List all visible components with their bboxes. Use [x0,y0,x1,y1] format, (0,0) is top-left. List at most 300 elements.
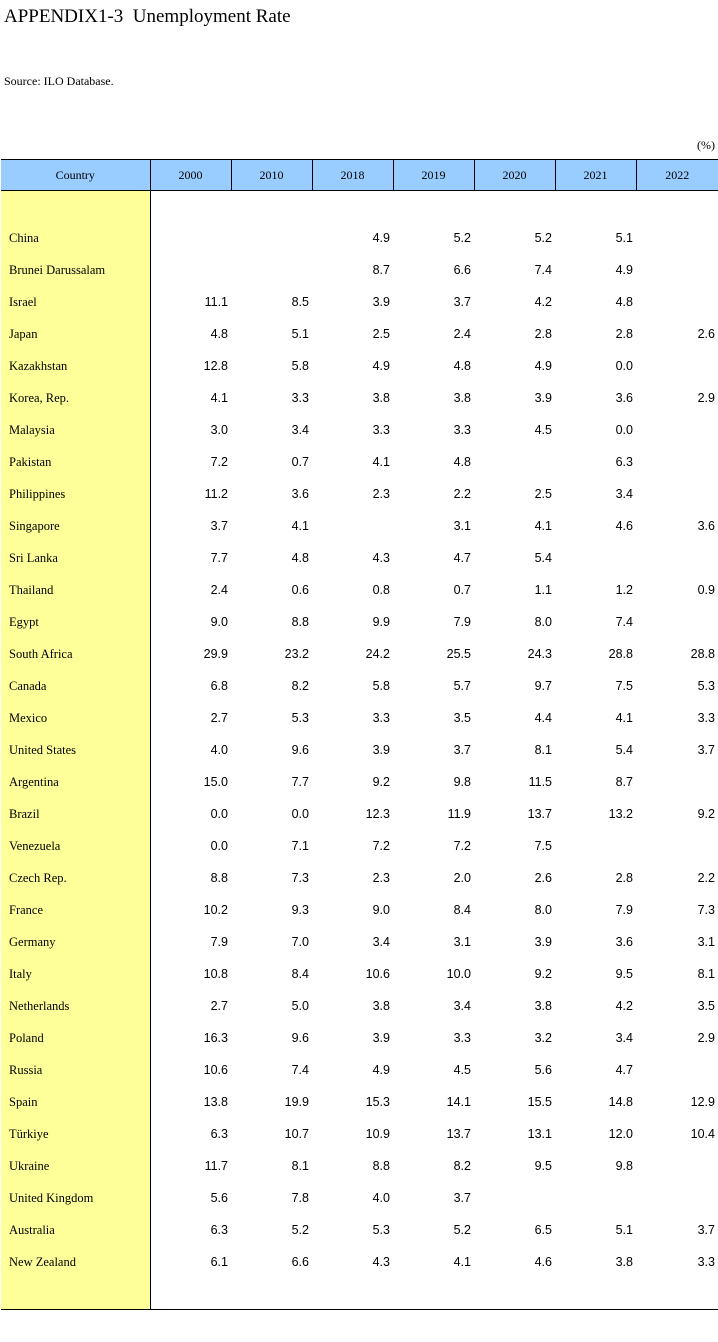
table-row [1,542,718,574]
country-name: Netherlands [1,990,150,1022]
country-name: United Kingdom [1,1182,150,1214]
rate-cell: 7.0 [291,935,309,949]
header-year: 2000 [150,160,231,191]
rate-cell: 3.7 [210,519,228,533]
country-name: Brazil [1,798,150,830]
rate-cell [636,254,718,286]
country-name: Thailand [1,574,150,606]
country-name: Sri Lanka [1,542,150,574]
country-name: France [1,894,150,926]
rate-cell: 8.2 [453,1159,471,1173]
rate-cell: 5.3 [291,711,309,725]
table-row [1,990,718,1022]
rate-cell: 3.8 [453,391,471,405]
country-name: Czech Rep. [1,862,150,894]
rate-cell: 3.5 [697,999,715,1013]
rate-cell: 8.8 [210,871,228,885]
table-row [1,670,718,702]
rate-cell: 4.9 [615,263,633,277]
rate-cell: 2.4 [453,327,471,341]
rate-cell: 11.9 [447,807,471,821]
rate-cell: 7.3 [697,903,715,917]
page-title: APPENDIX1-3 Unemployment Rate [4,6,291,27]
rate-cell [636,542,718,574]
rate-cell: 3.0 [210,423,228,437]
unemployment-table [1,159,718,1310]
rate-cell: 3.2 [534,1031,552,1045]
empty-cell [474,1278,555,1310]
rate-cell: 2.8 [615,871,633,885]
rate-cell [636,350,718,382]
rate-cell: 7.2 [453,839,471,853]
country-name: Germany [1,926,150,958]
country-name: Canada [1,670,150,702]
empty-cell [555,1278,636,1310]
rate-cell: 5.3 [697,679,715,693]
rate-cell: 12.3 [365,807,390,821]
header-row [1,160,718,191]
table-row [1,862,718,894]
country-cell-empty [1,191,150,223]
rate-cell: 11.5 [528,775,552,789]
rate-cell: 3.8 [372,999,390,1013]
country-name: China [1,222,150,254]
table-row [1,798,718,830]
rate-cell: 4.3 [372,551,390,565]
header-year: 2010 [231,160,312,191]
country-name: Brunei Darussalam [1,254,150,286]
rate-cell: 10.4 [690,1127,715,1141]
rate-cell: 13.1 [527,1127,552,1141]
rate-cell: 9.5 [534,1159,552,1173]
rate-cell: 2.0 [453,871,471,885]
rate-cell: 3.1 [453,935,471,949]
rate-cell: 8.0 [534,903,552,917]
rate-cell: 5.2 [534,231,552,245]
rate-cell: 4.1 [615,711,633,725]
country-name: Israel [1,286,150,318]
header-year: 2020 [474,160,555,191]
empty-cell [636,1278,718,1310]
table-row [1,254,718,286]
rate-cell: 3.3 [372,423,390,437]
empty-cell [636,191,718,223]
rate-cell: 4.6 [534,1255,552,1269]
table-body [1,191,718,1310]
rate-cell: 2.4 [210,583,228,597]
rate-cell: 9.2 [534,967,552,981]
rate-cell: 3.7 [453,295,471,309]
rate-cell: 2.9 [697,391,715,405]
country-name: Singapore [1,510,150,542]
rate-cell: 2.5 [534,487,552,501]
rate-cell: 11.1 [204,295,228,309]
table-row [1,510,718,542]
rate-cell: 6.3 [210,1127,228,1141]
rate-cell [150,254,231,286]
country-name: Russia [1,1054,150,1086]
rate-cell: 3.9 [534,391,552,405]
rate-cell: 3.7 [697,1223,715,1237]
rate-cell [636,830,718,862]
rate-cell: 3.9 [372,743,390,757]
rate-cell: 3.4 [615,487,633,501]
rate-cell: 5.7 [453,679,471,693]
rate-cell: 4.6 [615,519,633,533]
rate-cell [636,414,718,446]
rate-cell: 3.5 [453,711,471,725]
rate-cell: 19.9 [284,1095,309,1109]
rate-cell: 10.9 [365,1127,390,1141]
rate-cell: 2.7 [210,711,228,725]
rate-cell: 7.8 [291,1191,309,1205]
rate-cell: 2.9 [697,1031,715,1045]
rate-cell: 8.1 [534,743,552,757]
rate-cell [555,830,636,862]
rate-cell: 16.3 [203,1031,228,1045]
rate-cell: 4.9 [372,1063,390,1077]
rate-cell [636,606,718,638]
rate-cell: 9.6 [291,743,309,757]
rate-cell: 24.2 [365,647,390,661]
rate-cell: 11.7 [204,1159,228,1173]
rate-cell: 9.3 [291,903,309,917]
table-row [1,1022,718,1054]
header-year: 2019 [393,160,474,191]
table-row [1,894,718,926]
rate-cell: 14.8 [608,1095,633,1109]
rate-cell: 3.9 [372,1031,390,1045]
rate-cell: 4.5 [453,1063,471,1077]
rate-cell: 7.5 [615,679,633,693]
table-row [1,222,718,254]
table-row [1,350,718,382]
rate-cell: 0.6 [291,583,309,597]
rate-cell: 3.7 [697,743,715,757]
rate-cell: 6.8 [210,679,228,693]
rate-cell: 0.0 [615,423,633,437]
empty-cell [231,1278,312,1310]
rate-cell: 10.2 [203,903,228,917]
table-row [1,1118,718,1150]
empty-cell [150,191,231,223]
country-name: Philippines [1,478,150,510]
rate-cell: 3.9 [534,935,552,949]
rate-cell: 14.1 [446,1095,471,1109]
rate-cell: 7.7 [210,551,228,565]
rate-cell: 8.5 [291,295,309,309]
rate-cell: 4.8 [615,295,633,309]
rate-cell: 23.2 [284,647,309,661]
rate-cell: 8.7 [615,775,633,789]
rate-cell: 10.7 [284,1127,309,1141]
rate-cell: 8.7 [372,263,390,277]
rate-cell: 5.2 [453,231,471,245]
table-row [1,734,718,766]
empty-cell [312,1278,393,1310]
spacer-row [1,191,718,223]
rate-cell [636,222,718,254]
rate-cell: 7.1 [291,839,309,853]
rate-cell: 4.9 [372,359,390,373]
rate-cell: 9.8 [615,1159,633,1173]
rate-cell: 3.3 [453,1031,471,1045]
rate-cell: 4.2 [615,999,633,1013]
table-row [1,1150,718,1182]
rate-cell: 3.3 [697,711,715,725]
table-row [1,958,718,990]
rate-cell: 2.8 [615,327,633,341]
rate-cell: 8.8 [291,615,309,629]
rate-cell: 7.4 [615,615,633,629]
rate-cell: 3.8 [534,999,552,1013]
header-year: 2018 [312,160,393,191]
rate-cell: 7.5 [534,839,552,853]
rate-cell: 13.8 [203,1095,228,1109]
rate-cell: 9.8 [453,775,471,789]
rate-cell: 7.4 [534,263,552,277]
rate-cell: 3.3 [372,711,390,725]
rate-cell: 3.3 [291,391,309,405]
empty-cell [312,191,393,223]
rate-cell: 24.3 [527,647,552,661]
rate-cell [636,766,718,798]
rate-cell [636,1182,718,1214]
empty-cell [231,191,312,223]
rate-cell: 8.2 [291,679,309,693]
rate-cell: 8.0 [534,615,552,629]
rate-cell: 9.7 [534,679,552,693]
rate-cell: 8.1 [697,967,715,981]
rate-cell: 7.2 [372,839,390,853]
rate-cell: 9.2 [697,807,715,821]
rate-cell: 4.7 [453,551,471,565]
rate-cell: 5.6 [534,1063,552,1077]
rate-cell: 10.8 [203,967,228,981]
empty-cell [393,191,474,223]
country-name: New Zealand [1,1246,150,1278]
rate-cell: 4.8 [453,455,471,469]
rate-cell: 12.0 [608,1127,633,1141]
country-name: Korea, Rep. [1,382,150,414]
rate-cell: 7.3 [291,871,309,885]
country-name: South Africa [1,638,150,670]
table-row [1,926,718,958]
rate-cell: 2.7 [210,999,228,1013]
rate-cell: 6.3 [615,455,633,469]
rate-cell [636,286,718,318]
rate-cell: 2.3 [372,487,390,501]
table-row [1,1246,718,1278]
rate-cell: 5.2 [453,1223,471,1237]
table-row [1,478,718,510]
rate-cell: 15.3 [365,1095,390,1109]
rate-cell: 3.4 [615,1031,633,1045]
rate-cell [312,510,393,542]
country-name: Venezuela [1,830,150,862]
rate-cell: 3.1 [453,519,471,533]
rate-cell: 6.1 [210,1255,228,1269]
rate-cell: 7.9 [615,903,633,917]
rate-cell: 4.3 [372,1255,390,1269]
rate-cell: 6.6 [291,1255,309,1269]
rate-cell: 9.0 [372,903,390,917]
rate-cell: 0.7 [453,583,471,597]
rate-cell: 5.1 [615,1223,633,1237]
country-name: United States [1,734,150,766]
header-country: Country [1,160,150,191]
table-row [1,1214,718,1246]
rate-cell: 5.8 [291,359,309,373]
rate-cell: 3.7 [453,1191,471,1205]
country-cell-empty [1,1278,150,1310]
rate-cell [474,446,555,478]
rate-cell: 3.1 [697,935,715,949]
rate-cell: 1.1 [534,583,552,597]
rate-cell: 5.8 [372,679,390,693]
rate-cell: 6.6 [453,263,471,277]
country-name: Japan [1,318,150,350]
rate-cell [231,222,312,254]
rate-cell: 5.1 [615,231,633,245]
rate-cell: 13.7 [446,1127,471,1141]
country-name: Ukraine [1,1150,150,1182]
rate-cell [636,478,718,510]
rate-cell: 8.8 [372,1159,390,1173]
table-row [1,286,718,318]
table-row [1,606,718,638]
country-name: Poland [1,1022,150,1054]
rate-cell: 7.2 [210,455,228,469]
rate-cell: 9.6 [291,1031,309,1045]
country-name: Spain [1,1086,150,1118]
rate-cell [555,542,636,574]
table-row [1,382,718,414]
rate-cell: 10.6 [203,1063,228,1077]
rate-cell: 5.4 [615,743,633,757]
rate-cell: 9.0 [210,615,228,629]
rate-cell: 28.8 [608,647,633,661]
rate-cell: 11.2 [204,487,228,501]
header-year: 2021 [555,160,636,191]
rate-cell: 0.0 [210,807,228,821]
rate-cell: 3.6 [615,935,633,949]
rate-cell: 4.1 [453,1255,471,1269]
rate-cell: 29.9 [203,647,228,661]
rate-cell: 12.8 [203,359,228,373]
table-row [1,638,718,670]
table-row [1,702,718,734]
rate-cell: 6.5 [534,1223,552,1237]
rate-cell: 2.6 [534,871,552,885]
table-row [1,414,718,446]
rate-cell: 4.1 [534,519,552,533]
padding-row [1,1278,718,1310]
rate-cell: 3.4 [291,423,309,437]
table-row [1,446,718,478]
rate-cell: 4.1 [210,391,228,405]
rate-cell: 4.2 [534,295,552,309]
table-row [1,1054,718,1086]
rate-cell: 4.9 [534,359,552,373]
rate-cell: 4.0 [210,743,228,757]
rate-cell: 3.8 [372,391,390,405]
rate-cell: 7.7 [291,775,309,789]
rate-cell: 2.2 [697,871,715,885]
country-name: Argentina [1,766,150,798]
rate-cell: 1.2 [615,583,633,597]
empty-cell [393,1278,474,1310]
rate-cell: 5.0 [291,999,309,1013]
country-name: Mexico [1,702,150,734]
country-name: Australia [1,1214,150,1246]
rate-cell: 7.9 [453,615,471,629]
rate-cell: 2.8 [534,327,552,341]
rate-cell: 28.8 [690,647,715,661]
rate-cell: 13.2 [608,807,633,821]
rate-cell: 4.8 [291,551,309,565]
rate-cell: 2.3 [372,871,390,885]
rate-cell: 5.6 [210,1191,228,1205]
rate-cell: 4.0 [372,1191,390,1205]
rate-cell: 5.1 [291,327,309,341]
country-name: Malaysia [1,414,150,446]
rate-cell [150,222,231,254]
rate-cell: 8.1 [291,1159,309,1173]
rate-cell: 8.4 [291,967,309,981]
table-row [1,1182,718,1214]
rate-cell: 0.0 [210,839,228,853]
rate-cell: 8.4 [453,903,471,917]
table-row [1,318,718,350]
rate-cell: 3.4 [372,935,390,949]
rate-cell: 10.0 [446,967,471,981]
rate-cell [636,1054,718,1086]
rate-cell: 4.4 [534,711,552,725]
table-row [1,1086,718,1118]
rate-cell: 2.2 [453,487,471,501]
rate-cell: 3.3 [697,1255,715,1269]
rate-cell: 4.5 [534,423,552,437]
country-name: Italy [1,958,150,990]
rate-cell: 15.0 [203,775,228,789]
rate-cell: 6.3 [210,1223,228,1237]
country-name: Egypt [1,606,150,638]
rate-cell: 4.8 [210,327,228,341]
rate-cell: 3.9 [372,295,390,309]
rate-cell: 4.7 [615,1063,633,1077]
table-row [1,766,718,798]
rate-cell: 5.4 [534,551,552,565]
country-name: Pakistan [1,446,150,478]
rate-cell: 2.6 [697,327,715,341]
country-name: Türkiye [1,1118,150,1150]
rate-cell: 9.5 [615,967,633,981]
rate-cell [636,446,718,478]
table-row [1,830,718,862]
rate-cell: 2.5 [372,327,390,341]
rate-cell: 25.5 [446,647,471,661]
rate-cell: 4.1 [291,519,309,533]
rate-cell: 3.6 [615,391,633,405]
rate-cell: 3.6 [697,519,715,533]
empty-cell [150,1278,231,1310]
rate-cell: 9.9 [372,615,390,629]
rate-cell: 0.9 [697,583,715,597]
rate-cell: 3.7 [453,743,471,757]
rate-cell: 10.6 [365,967,390,981]
rate-cell: 3.4 [453,999,471,1013]
